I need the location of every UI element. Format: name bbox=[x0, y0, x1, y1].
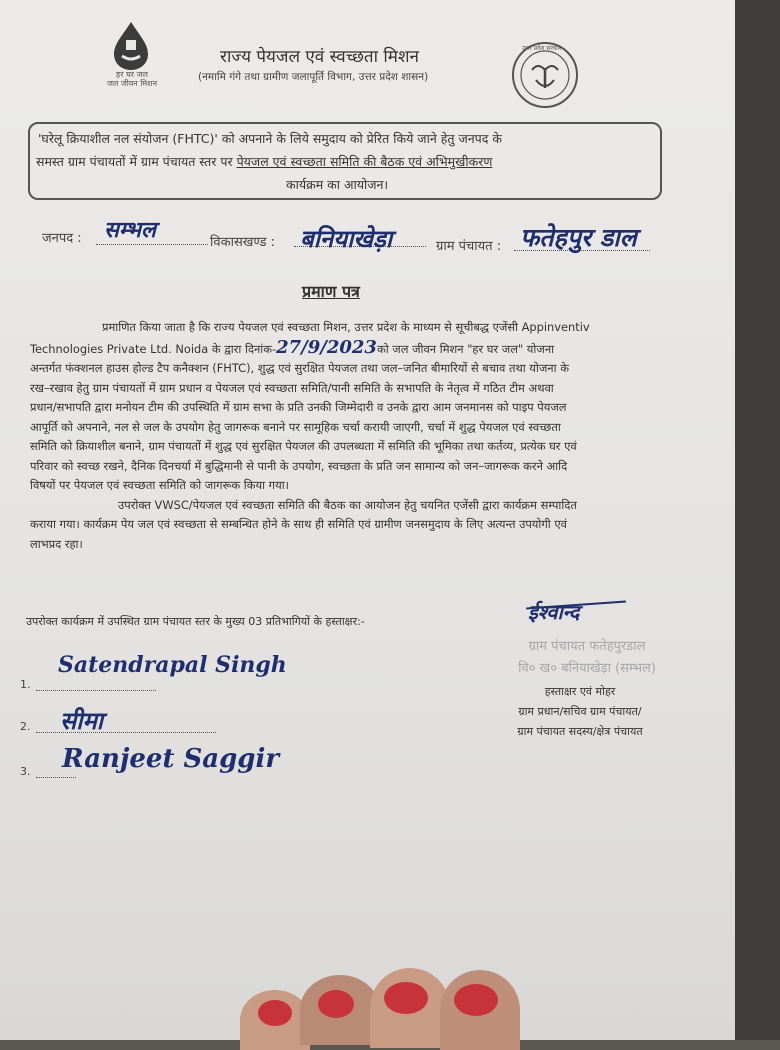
program-banner bbox=[28, 122, 662, 200]
sig-number-1: 1. bbox=[20, 678, 31, 691]
caption-line-2: ग्राम प्रधान/सचिव ग्राम पंचायत/ bbox=[518, 705, 642, 718]
district-value: सम्भल bbox=[104, 217, 156, 243]
cert-line-6: आपूर्ति को अपनाने, नल से जल के उपयोग हेतु जागरूक बनाने पर सामूहिक चर्चा करायी जाएगी, चर्चा में शुद्ध पेयजल एवं स्वच्छता bbox=[30, 419, 561, 434]
cert-line-2-prefix: Technologies Private Ltd. Noida के द्वारा दिनांक- bbox=[30, 341, 277, 356]
district-label: जनपद : bbox=[42, 231, 82, 246]
cert-line-12: लाभप्रद रहा। bbox=[30, 536, 83, 551]
banner-line-1: 'घरेलू क्रियाशील नल संयोजन (FHTC)' को अपनाने के लिये समुदाय को प्रेरित किये जाने हेतु जनपद के bbox=[38, 131, 502, 146]
logo-text-line1: हर घर जल bbox=[116, 70, 148, 79]
meeting-date: 27/9/2023 bbox=[276, 337, 377, 358]
header-title: राज्य पेयजल एवं स्वच्छता मिशन bbox=[220, 47, 419, 67]
cert-line-8: परिवार को स्वच्छ रखने, दैनिक दिनचर्या में बुद्धिमानी से पानी के उपयोग, स्वच्छता के प्रति जन सामान्य को जन–जागरूक करने आदि bbox=[30, 458, 568, 473]
signatures-intro: उपरोक्त कार्यक्रम में उपस्थित ग्राम पंचायत स्तर के मुख्य 03 प्रतिभागियों के हस्ताक्षर:- bbox=[26, 615, 365, 628]
emblem-text: उत्तर प्रदेश सरकार bbox=[522, 45, 562, 52]
participant-signature-3: Ranjeet Saggir bbox=[62, 744, 280, 774]
cert-line-9: विषयों पर पेयजल एवं स्वच्छता समिति को जागरूक किया गया। bbox=[30, 478, 289, 492]
sig-dots-1 bbox=[36, 690, 156, 691]
block-value: बनियाखेड़ा bbox=[300, 224, 393, 253]
sig-dots-3 bbox=[36, 777, 76, 778]
certificate-body bbox=[30, 318, 705, 554]
up-government-emblem bbox=[510, 40, 580, 110]
stamp-line-2: वि० ख० बनियाखेड़ा (सम्भल) bbox=[518, 661, 656, 676]
pradhan-signature: ईश्वान्द bbox=[528, 600, 580, 624]
participant-signature-1: Satendrapal Singh bbox=[58, 652, 287, 678]
sig-number-2: 2. bbox=[20, 720, 31, 733]
caption-line-1: हस्ताक्षर एवं मोहर bbox=[544, 685, 616, 698]
header-subtitle: (नमामि गंगे तथा ग्रामीण जलापूर्ति विभाग, उत्तर प्रदेश शासन) bbox=[198, 71, 429, 83]
cert-line-11: कराया गया। कार्यक्रम पेय जल एवं स्वच्छता से सम्बन्धित होने के साथ ही समिति एवं ग्रामीण जनसमुदाय के लिए अत्यन्त उपयोगी एवं bbox=[30, 517, 567, 531]
signature-caption bbox=[495, 682, 665, 742]
sig-number-3: 3. bbox=[20, 765, 31, 778]
cert-line-1: प्रमाणित किया जाता है कि राज्य पेयजल एवं स्वच्छता मिशन, उत्तर प्रदेश के माध्यम से सूचीबद्ध एजेंसी Appinventiv bbox=[102, 320, 590, 334]
har-ghar-jal-logo bbox=[100, 18, 162, 88]
panchayat-label: ग्राम पंचायत : bbox=[436, 239, 502, 254]
caption-line-3: ग्राम पंचायत सदस्य/क्षेत्र पंचायत bbox=[517, 725, 643, 738]
panchayat-value: फतेहपुर डाल bbox=[520, 223, 637, 252]
district-dots bbox=[96, 244, 208, 245]
cert-line-10: उपरोक्त VWSC/पेयजल एवं स्वच्छता समिति की बैठक का आयोजन हेतु चयनित एजेंसी द्वारा कार्यक्रम सम्पादित bbox=[118, 497, 577, 512]
banner-line-3: कार्यक्रम का आयोजन। bbox=[286, 177, 389, 192]
block-label: विकासखण्ड : bbox=[210, 235, 276, 250]
panchayat-stamp bbox=[492, 636, 682, 680]
cert-line-2-suffix: को जल जीवन मिशन "हर घर जल" योजना bbox=[376, 341, 555, 356]
banner-line-2b: पेयजल एवं स्वच्छता समिति की बैठक एवं अभिमुखीकरण bbox=[236, 154, 493, 169]
cert-line-5: प्रधान/सभापति द्वारा मनोयन टीम की उपस्थिति में ग्राम सभा के प्रति उनकी जिम्मेदारी व उनके द्वारा आम जनमानस को पाइप पेयजल bbox=[30, 400, 567, 414]
cert-line-3: अन्तर्गत फंक्शनल हाउस होल्ड टैप कनैक्शन (FHTC), शुद्ध एवं सुरक्षित पेयजल तथा जल–जनित बीमारियों से बचाव तथा योजना के bbox=[30, 361, 569, 375]
background-edge bbox=[735, 0, 780, 1040]
stamp-line-1: ग्राम पंचायत फतेहपुरडाल bbox=[528, 639, 646, 654]
logo-text-line2: जल जीवन मिशन bbox=[106, 79, 158, 88]
cert-line-2 bbox=[30, 338, 705, 360]
certificate-heading: प्रमाण पत्र bbox=[302, 282, 360, 301]
cert-line-4: रख–रखाव हेतु ग्राम पंचायतों में ग्राम प्रधान व पेयजल एवं स्वच्छता समिति/पानी समिति के सभापति के नेतृत्व में गठित टीम अथवा bbox=[30, 380, 554, 395]
participant-signature-2: सीमा bbox=[60, 706, 104, 735]
cert-line-7: समिति को क्रियाशील बनाने, ग्राम पंचायतों में शुद्ध एवं सुरक्षित पेयजल की उपलब्धता में समिति की भूमिका तथा कर्तव्य, प्रत्येक घर एवं bbox=[30, 439, 577, 453]
banner-line-2a: समस्त ग्राम पंचायतों में ग्राम पंचायत स्तर पर bbox=[36, 154, 237, 169]
banner-line-2 bbox=[36, 153, 492, 170]
